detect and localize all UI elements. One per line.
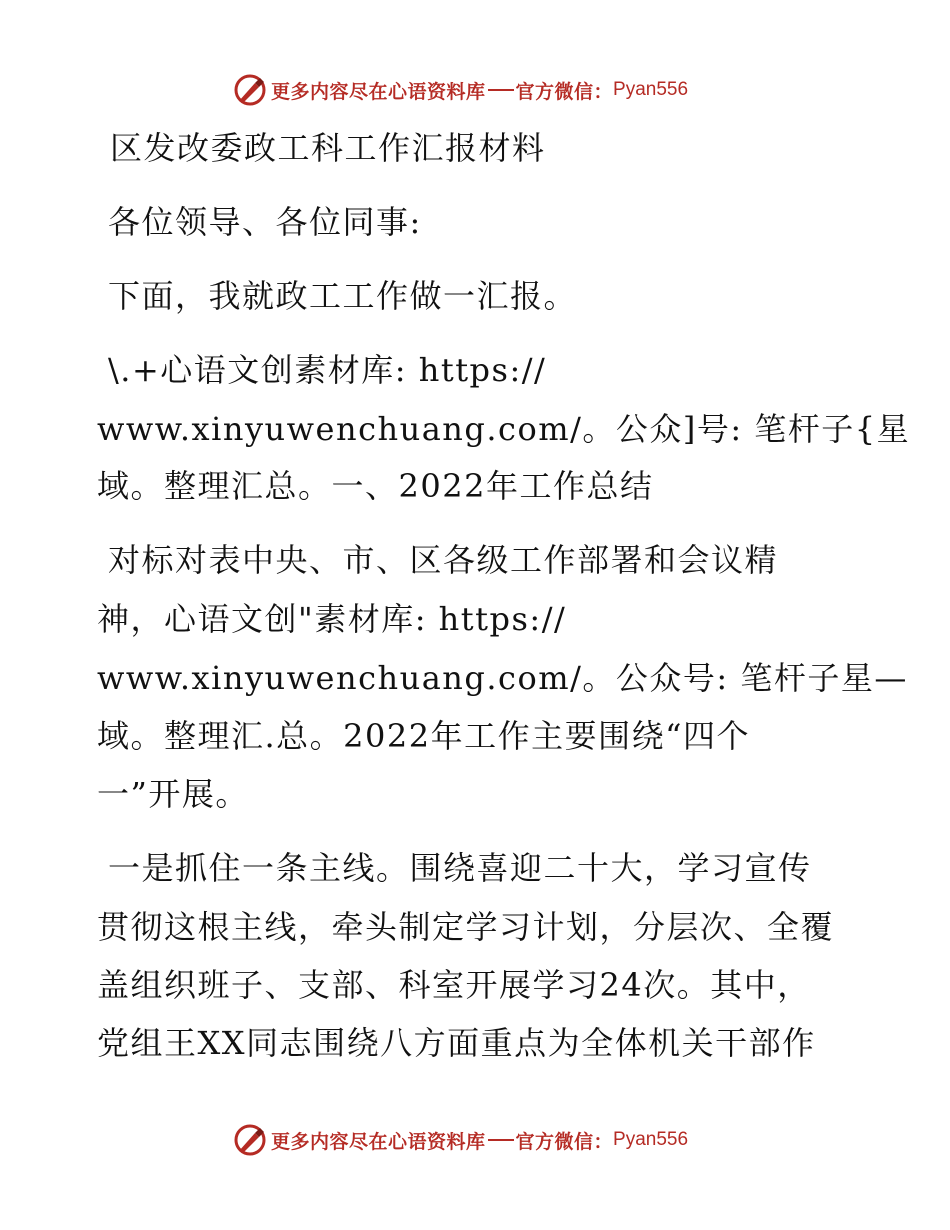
para3-line: 党组王XX同志围绕八方面重点为全体机关干部作 — [97, 1024, 816, 1062]
para3-line: 贯彻这根主线，牵头制定学习计划，分层次、全覆 — [97, 908, 835, 946]
watermark-label: 官方微信： — [515, 80, 614, 103]
para2-line: 一”开展。 — [97, 775, 249, 813]
watermark-label: 官方微信： — [515, 1130, 614, 1153]
pen-logo-icon — [233, 73, 267, 107]
watermark-separator — [488, 1139, 514, 1141]
watermark-separator — [488, 89, 514, 91]
para3-line: 一是抓住一条主线。围绕喜迎二十大，学习宣传 — [108, 849, 812, 887]
header-watermark — [233, 72, 688, 108]
watermark-text: 更多内容尽在心语资料库 — [271, 80, 486, 103]
para3-line: 盖组织班子、支部、科室开展学习24次。其中， — [97, 966, 811, 1004]
para2-line: 域。整理汇.总。2022年工作主要围绕“四个 — [97, 717, 750, 755]
document-title: 区发改委政工科工作汇报材料 — [110, 129, 546, 167]
para1-line: \.+心语文创素材库: https:// — [108, 351, 547, 389]
para2-line: 神，心语文创"素材库: https:// — [97, 600, 567, 638]
pen-logo-icon — [233, 1123, 267, 1157]
intro: 下面，我就政工工作做一汇报。 — [108, 277, 578, 315]
para2-line: www.xinyuwenchuang.com/。公众号: 笔杆子星— — [97, 659, 908, 697]
para1-line: www.xinyuwenchuang.com/。公众]号: 笔杆子{星 — [97, 410, 911, 448]
watermark-handle: Pyan556 — [613, 1129, 689, 1150]
footer-watermark — [233, 1122, 688, 1158]
watermark-text: 更多内容尽在心语资料库 — [271, 1130, 486, 1153]
para2-line: 对标对表中央、市、区各级工作部署和会议精 — [108, 541, 779, 579]
watermark-handle: Pyan556 — [613, 79, 689, 100]
para1-line: 域。整理汇总。一、2022年工作总结 — [97, 467, 654, 505]
greeting: 各位领导、各位同事: — [108, 203, 422, 241]
